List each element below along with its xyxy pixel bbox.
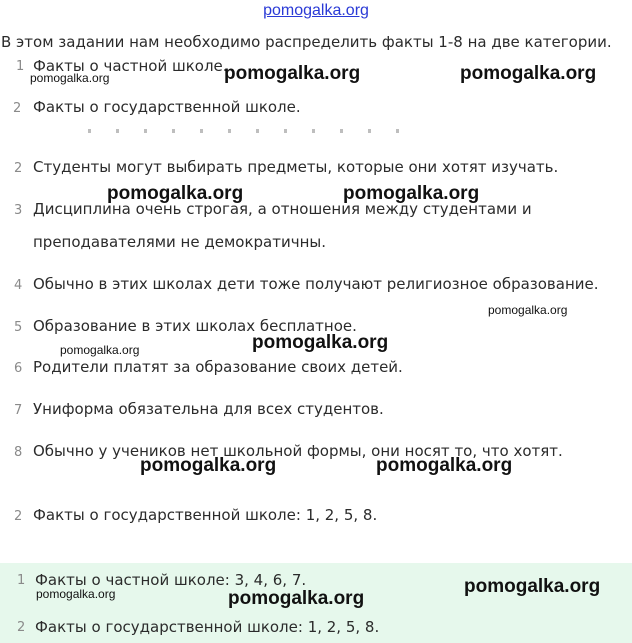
watermark: pomogalka.org [460,63,597,84]
list-number: 2 [14,161,23,176]
list-number: 3 [14,203,23,218]
watermark: pomogalka.org [60,343,140,357]
list-number: 1 [17,573,26,588]
list-number: 5 [14,320,23,335]
watermark: pomogalka.org [376,455,513,476]
list-number: 1 [16,59,25,74]
watermark: pomogalka.org [36,587,116,601]
fact-item-continuation: преподавателями не демократичны. [33,233,326,251]
watermark: pomogalka.org [488,303,568,317]
list-number: 2 [13,101,22,116]
task-intro: В этом задании нам необходимо распределить факты 1-8 на две категории. [1,33,612,51]
list-number: 4 [14,278,23,293]
list-number: 8 [14,445,23,460]
watermark: pomogalka.org [228,588,365,609]
watermark: pomogalka.org [464,576,601,597]
watermark: pomogalka.org [107,183,244,204]
list-number: 7 [14,403,23,418]
watermark: pomogalka.org [252,332,389,353]
fact-item: Образование в этих школах бесплатное. [33,317,357,335]
fact-item: Обычно в этих школах дети тоже получают религиозное образование. [33,275,599,293]
category-private-label: Факты о частной школе. [33,57,228,75]
partial-answer: Факты о государственной школе: 1, 2, 5, 8. [33,506,378,524]
fact-item: Обычно у учеников нет школьной формы, они носят то, что хотят. [33,442,563,460]
list-number: 6 [14,361,23,376]
fact-item: Дисциплина очень строгая, а отношения между студентами и [33,200,532,218]
watermark: pomogalka.org [30,71,110,85]
watermark: pomogalka.org [140,455,277,476]
fact-item: Родители платят за образование своих детей. [33,358,403,376]
answer-public: Факты о государственной школе: 1, 2, 5, 8. [35,618,380,636]
cropped-text-remnant [88,129,418,133]
answer-private: Факты о частной школе: 3, 4, 6, 7. [35,571,307,589]
category-public-label: Факты о государственной школе. [33,98,301,116]
site-header-link[interactable]: pomogalka.org [263,2,369,19]
list-number: 2 [14,509,23,524]
fact-item: Студенты могут выбирать предметы, которые они хотят изучать. [33,158,559,176]
list-number: 2 [17,620,26,635]
fact-item: Униформа обязательна для всех студентов. [33,400,384,418]
watermark: pomogalka.org [343,183,480,204]
watermark: pomogalka.org [224,63,361,84]
